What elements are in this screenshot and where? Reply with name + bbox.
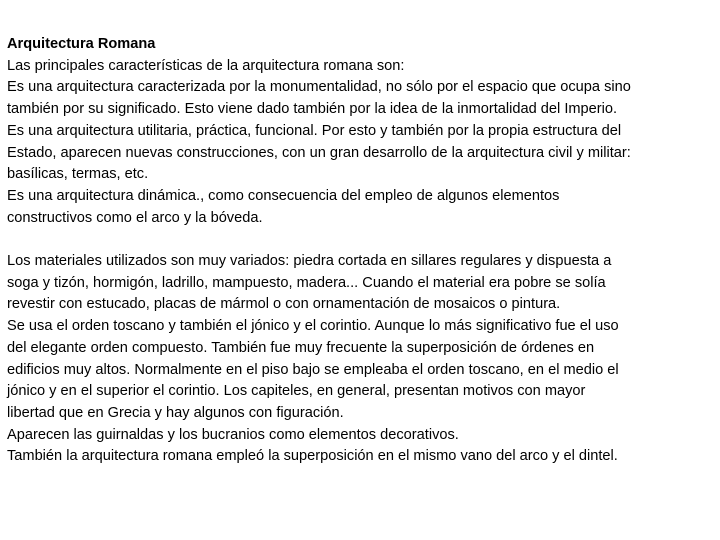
text-line: jónico y en el superior el corintio. Los capiteles, en general, presentan motivos con mayor <box>7 383 586 400</box>
text-line: También la arquitectura romana empleó la superposición en el mismo vano del arco y el dintel. <box>7 448 618 465</box>
text-line: Las principales características de la arquitectura romana son: <box>7 57 405 74</box>
text-line: constructivos como el arco y la bóveda. <box>7 209 263 226</box>
section-characteristics <box>7 56 713 230</box>
text-line: Es una arquitectura dinámica., como consecuencia del empleo de algunos elementos <box>7 187 560 204</box>
text-line: Es una arquitectura caracterizada por la monumentalidad, no sólo por el espacio que ocupa sino <box>7 79 631 96</box>
text-line: Estado, aparecen nuevas construcciones, con un gran desarrollo de la arquitectura civil y militar: <box>7 144 631 161</box>
text-line: Se usa el orden toscano y también el jónico y el corintio. Aunque lo más significativo fue el uso <box>7 318 619 335</box>
text-line: libertad que en Grecia y hay algunos con figuración. <box>7 404 344 421</box>
document-page <box>7 34 713 468</box>
paragraph-gap <box>7 229 713 251</box>
text-line: soga y tizón, hormigón, ladrillo, mampuesto, madera... Cuando el material era pobre se solía <box>7 274 606 291</box>
text-line: basílicas, termas, etc. <box>7 166 149 183</box>
text-line: también por su significado. Esto viene dado también por la idea de la inmortalidad del Imperio. <box>7 101 618 118</box>
text-line: Es una arquitectura utilitaria, práctica, funcional. Por esto y también por la propia estructura del <box>7 122 622 139</box>
text-line: del elegante orden compuesto. También fue muy frecuente la superposición de órdenes en <box>7 339 595 356</box>
text-line: Los materiales utilizados son muy variados: piedra cortada en sillares regulares y dispuesta a <box>7 253 612 270</box>
text-line: revestir con estucado, placas de mármol o con ornamentación de mosaicos o pintura. <box>7 296 561 313</box>
section-materials <box>7 251 713 468</box>
text-line: Aparecen las guirnaldas y los bucranios como elementos decorativos. <box>7 426 459 443</box>
document-title: Arquitectura Romana <box>7 36 156 52</box>
text-line: edificios muy altos. Normalmente en el piso bajo se empleaba el orden toscano, en el medio el <box>7 361 619 378</box>
